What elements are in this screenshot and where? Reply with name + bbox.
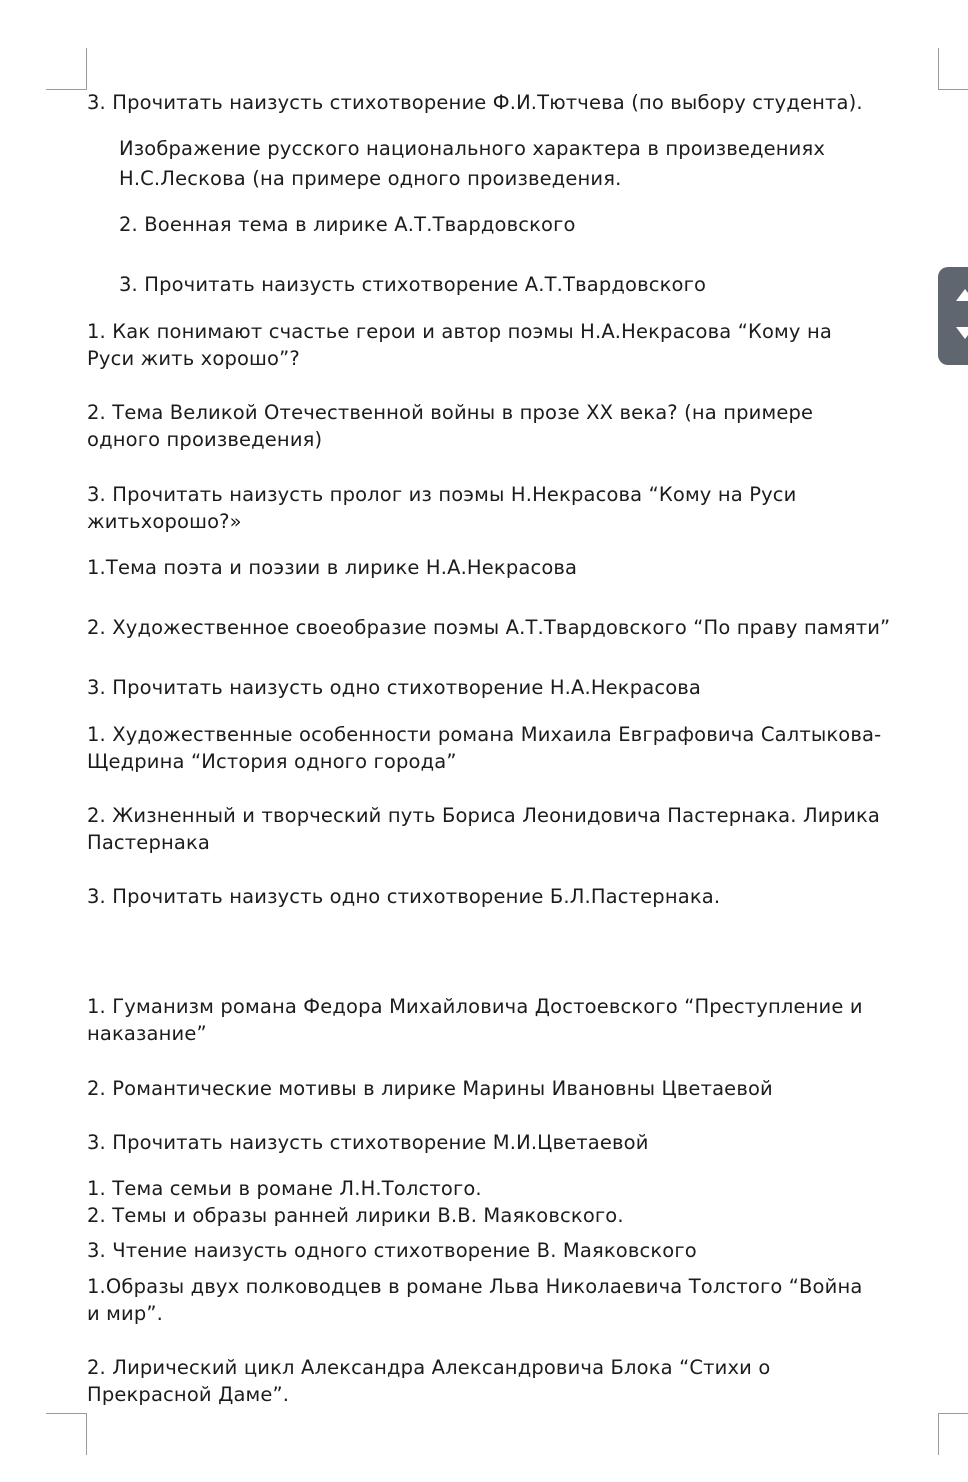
text-line: и мир”.: [87, 1302, 163, 1325]
crop-mark-bottom-right-h: [938, 1413, 968, 1414]
text-line: 1. Тема семьи в романе Л.Н.Толстого.: [87, 1177, 482, 1200]
text-line: 1. Гуманизм романа Федора Михайловича Достоевского “Преступление и: [87, 995, 863, 1018]
text-line: Пастернака: [87, 831, 210, 854]
page-scroll-widget[interactable]: [938, 267, 968, 365]
text-line: 2. Тема Великой Отечественной войны в прозе XX века? (на примере: [87, 401, 814, 424]
text-line: одного произведения): [87, 428, 323, 451]
crop-mark-top-right-h: [938, 89, 968, 90]
text-line: 3. Прочитать наизусть стихотворение М.И.Цветаевой: [87, 1131, 649, 1154]
text-line: Прекрасной Даме”.: [87, 1383, 290, 1406]
text-line: 2. Темы и образы ранней лирики В.В. Маяковского.: [87, 1204, 624, 1227]
text-line: 2. Романтические мотивы в лирике Марины Ивановны Цветаевой: [87, 1077, 773, 1100]
text-line: житьхорошо?»: [87, 510, 242, 533]
crop-mark-top-left-h: [46, 89, 87, 90]
text-line: 1.Образы двух полководцев в романе Льва Николаевича Толстого “Война: [87, 1275, 863, 1298]
text-line: 1. Как понимают счастье герои и автор поэмы Н.А.Некрасова “Кому на: [87, 320, 832, 343]
text-line: 2. Военная тема в лирике А.Т.Твардовского: [119, 213, 576, 236]
text-line: 3. Прочитать наизусть одно стихотворение Б.Л.Пастернака.: [87, 885, 721, 908]
crop-mark-bottom-left-v: [86, 1413, 87, 1455]
text-line: Руси жить хорошо”?: [87, 347, 300, 370]
crop-mark-bottom-left-h: [46, 1413, 87, 1414]
text-line: Н.С.Лескова (на примере одного произведения.: [119, 167, 622, 190]
text-line: 1. Художественные особенности романа Михаила Евграфовича Салтыкова-: [87, 723, 882, 746]
text-line: 2. Лирический цикл Александра Александровича Блока “Стихи о: [87, 1356, 771, 1379]
chevron-up-icon[interactable]: [956, 289, 968, 301]
text-line: 1.Тема поэта и поэзии в лирике Н.А.Некрасова: [87, 556, 578, 579]
text-line: Изображение русского национального характера в произведениях: [119, 137, 826, 160]
text-line: 3. Прочитать наизусть стихотворение А.Т.Твардовского: [119, 273, 707, 296]
chevron-down-icon[interactable]: [956, 327, 968, 339]
text-line: 3. Прочитать наизусть одно стихотворение Н.А.Некрасова: [87, 676, 702, 699]
text-line: Щедрина “История одного города”: [87, 750, 457, 773]
text-line: наказание”: [87, 1022, 207, 1045]
text-line: 3. Прочитать наизусть стихотворение Ф.И.Тютчева (по выбору студента).: [87, 91, 863, 114]
text-line: 2. Художественное своеобразие поэмы А.Т.Твардовского “По праву памяти”: [87, 616, 891, 639]
text-line: 3. Прочитать наизусть пролог из поэмы Н.Некрасова “Кому на Руси: [87, 483, 797, 506]
crop-mark-top-left-v: [86, 48, 87, 90]
text-line: 2. Жизненный и творческий путь Бориса Леонидовича Пастернака. Лирика: [87, 804, 880, 827]
crop-mark-bottom-right-v: [938, 1413, 939, 1455]
text-line: 3. Чтение наизусть одного стихотворение В. Маяковского: [87, 1239, 697, 1262]
crop-mark-top-right-v: [938, 48, 939, 90]
